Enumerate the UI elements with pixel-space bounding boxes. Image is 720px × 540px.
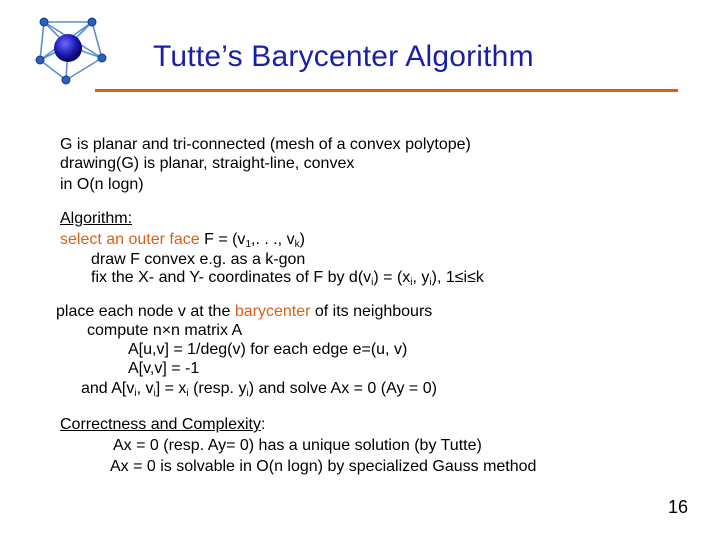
select-outer-face-line — [60, 230, 305, 249]
intro-line-2: drawing(G) is planar, straight-line, convex — [60, 155, 355, 172]
fix-coordinates-line: fix the X- and Y- coordinates of F by $d(v_i) = (x_i$, $y_i$), 1≤i≤k — [91, 269, 484, 288]
gauss-method-line: Ax = 0 is solvable in O(n logn) by specialized Gauss method — [110, 458, 537, 475]
select-outer-face-text: select an outer face — [60, 231, 200, 248]
unique-solution-line: Ax = 0 (resp. Ay= 0) has a unique solution (by Tutte) — [113, 437, 482, 454]
intro-line-3: in O(n logn) — [60, 176, 144, 193]
title-divider — [95, 89, 678, 92]
solve-system-line: and $A[v_i$, $v_i] = x_i$ (resp. $y_i$) and solve Ax = 0 (Ay = 0) — [81, 380, 437, 399]
matrix-diagonal-line: A[v,v] = -1 — [128, 360, 200, 377]
algorithm-heading: Algorithm: — [60, 210, 133, 227]
intro-line-1: G is planar and tri-connected (mesh of a convex polytope) — [60, 136, 471, 153]
outer-face-formula: $F = (v_1$,. . ., $v_k$) — [204, 231, 305, 250]
graph-network-icon — [30, 12, 110, 92]
barycenter-highlight: barycenter — [234, 303, 311, 320]
place-node-line: place each node v at the barycenter of its neighbours — [56, 303, 433, 320]
draw-convex-line: draw F convex e.g. as a k-gon — [91, 251, 306, 268]
page-number: 16 — [667, 497, 688, 517]
slide-title: Tutte’s Barycenter Algorithm — [153, 40, 534, 73]
matrix-edge-entry-line: A[u,v] = 1/deg(v) for each edge e=(u, v) — [128, 341, 408, 358]
correctness-heading: Correctness and Complexity: — [60, 416, 266, 433]
compute-matrix-line: compute n×n matrix A — [87, 322, 243, 339]
